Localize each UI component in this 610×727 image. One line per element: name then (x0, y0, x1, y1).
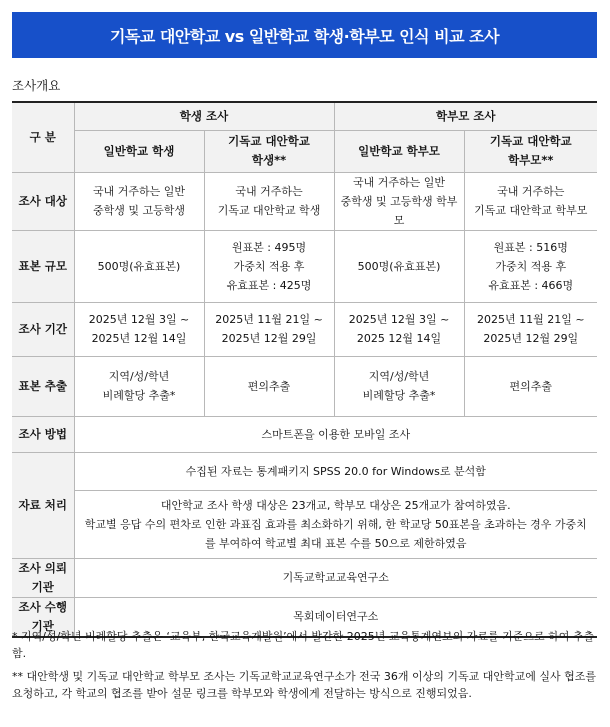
survey-overview-table (12, 101, 597, 638)
row-label-commission: 조사 의뢰 기관 (12, 558, 74, 597)
cell-sampling-christian-student: 편의추출 (204, 356, 334, 416)
header-student-survey: 학생 조사 (74, 102, 334, 130)
row-label-sampling: 표본 추출 (12, 356, 74, 416)
cell-period-general-parent: 2025년 12월 3일 ~ 2025 12월 14일 (334, 302, 464, 356)
cell-method: 스마트폰을 이용한 모바일 조사 (74, 416, 597, 452)
cell-conductor: 목회데이터연구소 (74, 597, 597, 637)
processing-software-text: 수집된 자료는 통계패키지 SPSS 20.0 for Windows로 분석함 (75, 453, 598, 491)
header-col-christian-student: 기독교 대안학교 학생** (204, 130, 334, 172)
row-label-target: 조사 대상 (12, 172, 74, 230)
cell-sampling-general-student: 지역/성/학년 비례할당 추출* (74, 356, 204, 416)
header-category: 구 분 (12, 102, 74, 172)
footnotes (12, 628, 597, 708)
cell-target-christian-parent: 국내 거주하는 기독교 대안학교 학부모 (464, 172, 597, 230)
cell-sample-general-parent: 500명(유효표본) (334, 230, 464, 302)
cell-target-general-parent: 국내 거주하는 일반 중학생 및 고등학생 학부모 (334, 172, 464, 230)
row-label-processing: 자료 처리 (12, 452, 74, 558)
header-col-general-parent: 일반학교 학부모 (334, 130, 464, 172)
processing-weight-text: 대안학교 조사 학생 대상은 23개교, 학부모 대상은 25개교가 참여하였음. 학교별 응답 수의 편차로 인한 과표집 효과를 최소화하기 위해, 한 학교당 50표본을 초과하는 경우 가중치를 부여하여 학교별 최대 표본 수를 50으로 제한하였음 (84, 498, 587, 550)
footnote-sampling: * 지역/성/학년 비례할당 추출은 ‘교육부, 한국교육개발원’에서 발간한 2025년 교육통계연보의 자료를 기준으로 하여 추출함. (12, 630, 595, 660)
row-label-sample-size: 표본 규모 (12, 230, 74, 302)
cell-period-christian-student: 2025년 11월 21일 ~ 2025년 12월 29일 (204, 302, 334, 356)
header-col-christian-parent: 기독교 대안학교 학부모** (464, 130, 597, 172)
footnote-christian-survey: ** 대안학생 및 기독교 대안학교 학부모 조사는 기독교학교교육연구소가 전국 36개 이상의 기독교 대안학교에 실사 협조를 요청하고, 각 학교의 협조를 받아 설문 링크를 학부모와 학생에게 전달하는 방식으로 진행되었음. (12, 670, 596, 700)
cell-sample-christian-student: 원표본 : 495명 가중치 적용 후 유효표본 : 425명 (204, 230, 334, 302)
page-title: 기독교 대안학교 vs 일반학교 학생·학부모 인식 비교 조사 (12, 12, 597, 58)
cell-period-christian-parent: 2025년 11월 21일 ~ 2025년 12월 29일 (464, 302, 597, 356)
row-label-period: 조사 기간 (12, 302, 74, 356)
header-col-general-student: 일반학교 학생 (74, 130, 204, 172)
cell-processing (74, 452, 597, 558)
header-parent-survey: 학부모 조사 (334, 102, 597, 130)
cell-sampling-general-parent: 지역/성/학년 비례할당 추출* (334, 356, 464, 416)
cell-period-general-student: 2025년 12월 3일 ~ 2025년 12월 14일 (74, 302, 204, 356)
section-subtitle: 조사개요 (12, 78, 61, 93)
row-label-method: 조사 방법 (12, 416, 74, 452)
row-label-conductor: 조사 수행 기관 (12, 597, 74, 637)
cell-commission: 기독교학교교육연구소 (74, 558, 597, 597)
cell-sampling-christian-parent: 편의추출 (464, 356, 597, 416)
cell-sample-christian-parent: 원표본 : 516명 가중치 적용 후 유효표본 : 466명 (464, 230, 597, 302)
cell-sample-general-student: 500명(유효표본) (74, 230, 204, 302)
cell-target-christian-student: 국내 거주하는 기독교 대안학교 학생 (204, 172, 334, 230)
cell-target-general-student: 국내 거주하는 일반 중학생 및 고등학생 (74, 172, 204, 230)
